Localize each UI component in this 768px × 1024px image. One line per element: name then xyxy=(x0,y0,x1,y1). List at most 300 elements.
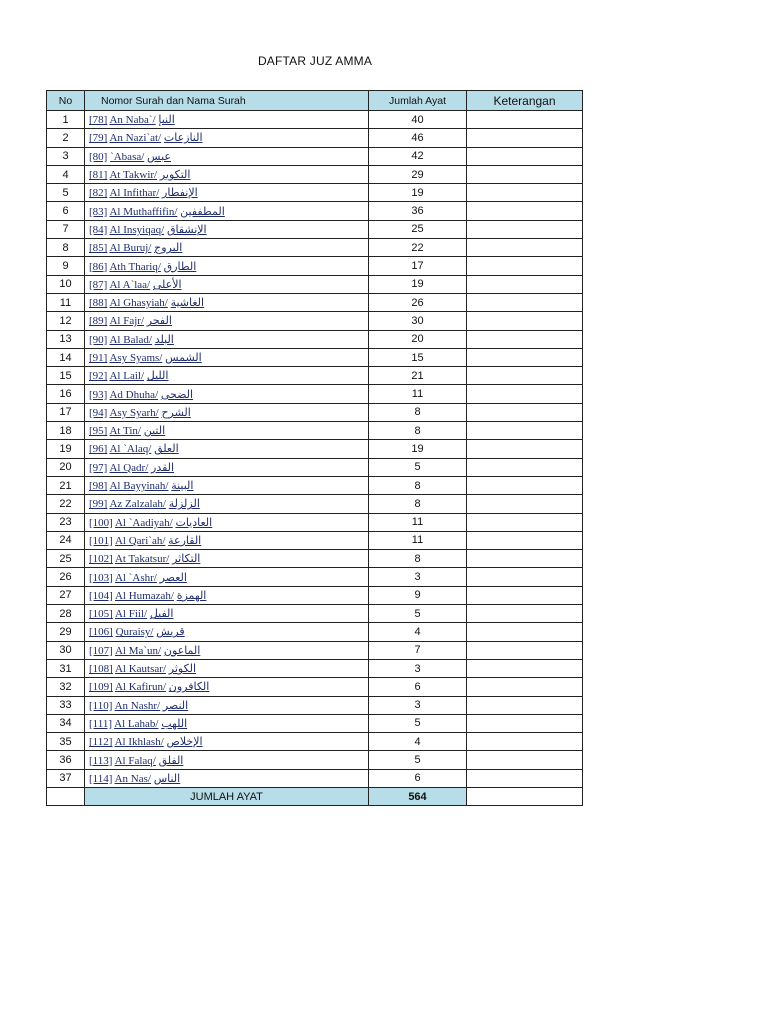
row-number: 6 xyxy=(47,202,85,220)
surah-cell[interactable] xyxy=(85,714,369,732)
ayat-count: 11 xyxy=(369,513,467,531)
table-row xyxy=(47,422,583,440)
table-row xyxy=(47,312,583,330)
surah-latin-name: Asy Syams/ xyxy=(109,352,163,364)
surah-cell[interactable] xyxy=(85,367,369,385)
surah-number: [104] xyxy=(89,589,113,602)
table-row xyxy=(47,184,583,202)
surah-latin-name: Al Bayyinah/ xyxy=(109,480,169,493)
surah-number: [81] xyxy=(89,169,108,182)
keterangan-cell xyxy=(467,714,583,732)
surah-arabic-name: الشمس xyxy=(165,351,202,364)
surah-latin-name: Al Qadr/ xyxy=(109,461,149,474)
table-row xyxy=(47,403,583,421)
surah-number: [87] xyxy=(89,278,108,291)
table-row xyxy=(47,111,583,129)
surah-cell[interactable] xyxy=(85,605,369,623)
row-number: 25 xyxy=(47,550,85,568)
surah-number: [113] xyxy=(89,754,113,767)
row-number: 24 xyxy=(47,531,85,549)
surah-arabic-name: القارعة xyxy=(168,533,202,547)
keterangan-cell xyxy=(467,385,583,403)
table-row xyxy=(47,348,583,366)
ayat-count: 19 xyxy=(369,184,467,202)
row-number: 36 xyxy=(47,751,85,769)
ayat-count: 6 xyxy=(369,678,467,696)
table-row xyxy=(47,165,583,183)
ayat-count: 21 xyxy=(369,367,467,385)
surah-arabic-name: النصر xyxy=(162,698,189,712)
ayat-count: 3 xyxy=(369,659,467,677)
table-row xyxy=(47,220,583,238)
row-number: 23 xyxy=(47,513,85,531)
surah-arabic-name: قريش xyxy=(156,625,185,639)
keterangan-cell xyxy=(467,605,583,623)
surah-cell[interactable] xyxy=(85,751,369,769)
row-number: 10 xyxy=(47,275,85,293)
ayat-count: 5 xyxy=(369,714,467,732)
surah-arabic-name: الكافرون xyxy=(168,680,210,694)
row-number: 32 xyxy=(47,678,85,696)
surah-cell[interactable] xyxy=(85,586,369,604)
keterangan-cell xyxy=(467,568,583,586)
ayat-count: 9 xyxy=(369,586,467,604)
column-header-no: No xyxy=(47,91,85,111)
surah-arabic-name: الفجر xyxy=(146,314,172,328)
row-number: 20 xyxy=(47,458,85,476)
table-header-row xyxy=(47,91,583,111)
row-number: 4 xyxy=(47,165,85,183)
surah-cell[interactable] xyxy=(85,422,369,440)
ayat-count: 17 xyxy=(369,257,467,275)
table-row xyxy=(47,239,583,257)
keterangan-cell xyxy=(467,769,583,787)
ayat-count: 19 xyxy=(369,440,467,458)
row-number: 30 xyxy=(47,641,85,659)
surah-cell[interactable] xyxy=(85,293,369,311)
surah-number: [106] xyxy=(89,626,113,639)
surah-number: [91] xyxy=(89,352,108,364)
surah-cell[interactable] xyxy=(85,385,369,403)
row-number: 26 xyxy=(47,568,85,586)
row-number: 29 xyxy=(47,623,85,641)
table-row xyxy=(47,129,583,147)
surah-latin-name: Al Muthaffifin/ xyxy=(109,205,178,218)
surah-number: [110] xyxy=(89,699,113,712)
ayat-count: 3 xyxy=(369,568,467,586)
surah-number: [83] xyxy=(89,205,108,218)
row-number: 28 xyxy=(47,605,85,623)
table-row xyxy=(47,751,583,769)
surah-arabic-name: الكوثر xyxy=(168,662,197,676)
table-row xyxy=(47,769,583,787)
ayat-count: 40 xyxy=(369,111,467,129)
table-row xyxy=(47,458,583,476)
keterangan-cell xyxy=(467,202,583,220)
surah-arabic-name: الإنفطار xyxy=(162,186,198,200)
surah-cell[interactable] xyxy=(85,165,369,183)
ayat-count: 30 xyxy=(369,312,467,330)
surah-latin-name: Az Zalzalah/ xyxy=(109,498,166,511)
surah-arabic-name: النازعات xyxy=(163,131,203,145)
surah-latin-name: Al `Alaq/ xyxy=(109,443,152,456)
keterangan-cell xyxy=(467,220,583,238)
row-number: 21 xyxy=(47,476,85,494)
row-number: 3 xyxy=(47,147,85,165)
ayat-count: 29 xyxy=(369,165,467,183)
surah-number: [96] xyxy=(89,443,108,456)
keterangan-cell xyxy=(467,348,583,366)
surah-cell[interactable] xyxy=(85,733,369,751)
surah-number: [78] xyxy=(89,114,108,127)
row-number: 5 xyxy=(47,184,85,202)
table-row xyxy=(47,550,583,568)
keterangan-cell xyxy=(467,367,583,385)
column-header-surah: Nomor Surah dan Nama Surah xyxy=(85,91,369,111)
table-row xyxy=(47,476,583,494)
keterangan-cell xyxy=(467,257,583,275)
surah-latin-name: An Nazi`at/ xyxy=(109,132,162,145)
ayat-count: 8 xyxy=(369,476,467,494)
surah-cell[interactable] xyxy=(85,659,369,677)
surah-cell[interactable] xyxy=(85,111,369,129)
surah-latin-name: Al Humazah/ xyxy=(114,589,174,602)
ayat-count: 19 xyxy=(369,275,467,293)
surah-number: [85] xyxy=(89,242,108,255)
surah-latin-name: Al Fajr/ xyxy=(109,315,145,328)
surah-number: [107] xyxy=(89,644,113,657)
ayat-count: 7 xyxy=(369,641,467,659)
ayat-count: 8 xyxy=(369,550,467,568)
surah-cell[interactable] xyxy=(85,641,369,659)
row-number: 37 xyxy=(47,769,85,787)
row-number: 16 xyxy=(47,385,85,403)
table-row xyxy=(47,623,583,641)
surah-latin-name: An Naba`/ xyxy=(109,114,156,127)
keterangan-cell xyxy=(467,239,583,257)
keterangan-cell xyxy=(467,696,583,714)
table-row xyxy=(47,659,583,677)
total-row xyxy=(47,787,583,805)
surah-number: [92] xyxy=(89,370,108,383)
ayat-count: 5 xyxy=(369,605,467,623)
ayat-count: 20 xyxy=(369,330,467,348)
keterangan-cell xyxy=(467,513,583,531)
keterangan-cell xyxy=(467,403,583,421)
surah-number: [111] xyxy=(89,717,113,730)
surah-number: [112] xyxy=(89,736,113,749)
row-number: 17 xyxy=(47,403,85,421)
table-body xyxy=(47,111,583,788)
ayat-count: 5 xyxy=(369,751,467,769)
table-row xyxy=(47,531,583,549)
surah-latin-name: Ad Dhuha/ xyxy=(109,388,159,401)
surah-cell[interactable] xyxy=(85,184,369,202)
keterangan-cell xyxy=(467,458,583,476)
row-number: 22 xyxy=(47,495,85,513)
surah-cell[interactable] xyxy=(85,220,369,238)
ayat-count: 8 xyxy=(369,495,467,513)
surah-number: [105] xyxy=(89,608,113,621)
surah-arabic-name: الناس xyxy=(153,771,181,785)
surah-arabic-name: الفيل xyxy=(149,607,174,621)
surah-number: [94] xyxy=(89,406,108,419)
column-header-ayat: Jumlah Ayat xyxy=(369,91,467,111)
surah-latin-name: At Takwir/ xyxy=(109,169,158,182)
ayat-count: 3 xyxy=(369,696,467,714)
surah-latin-name: An Nashr/ xyxy=(114,699,161,712)
surah-cell[interactable] xyxy=(85,348,369,366)
surah-latin-name: Al Insyiqaq/ xyxy=(109,223,165,236)
table-row xyxy=(47,568,583,586)
table-row xyxy=(47,714,583,732)
row-number: 33 xyxy=(47,696,85,714)
surah-latin-name: Al Balad/ xyxy=(109,333,152,346)
surah-cell[interactable] xyxy=(85,257,369,275)
ayat-count: 42 xyxy=(369,147,467,165)
keterangan-cell xyxy=(467,312,583,330)
surah-cell[interactable] xyxy=(85,513,369,531)
ayat-count: 36 xyxy=(369,202,467,220)
table-row xyxy=(47,641,583,659)
surah-arabic-name: الشرح xyxy=(161,405,191,419)
surah-number: [109] xyxy=(89,681,113,694)
keterangan-cell xyxy=(467,476,583,494)
surah-cell[interactable] xyxy=(85,550,369,568)
surah-latin-name: Al Lahab/ xyxy=(114,717,159,730)
surah-number: [86] xyxy=(89,260,108,273)
surah-latin-name: Al Lail/ xyxy=(109,370,145,383)
surah-number: [98] xyxy=(89,480,108,493)
surah-arabic-name: التين xyxy=(143,424,166,438)
row-number: 7 xyxy=(47,220,85,238)
keterangan-cell xyxy=(467,275,583,293)
surah-number: [97] xyxy=(89,461,108,474)
surah-cell[interactable] xyxy=(85,312,369,330)
surah-latin-name: Al Qari`ah/ xyxy=(114,534,166,547)
table-row xyxy=(47,275,583,293)
surah-cell[interactable] xyxy=(85,476,369,494)
surah-latin-name: Al Infithar/ xyxy=(109,187,160,200)
surah-arabic-name: المطففين xyxy=(180,204,225,218)
surah-latin-name: Quraisy/ xyxy=(115,626,154,639)
keterangan-cell xyxy=(467,641,583,659)
surah-cell[interactable] xyxy=(85,696,369,714)
surah-cell[interactable] xyxy=(85,440,369,458)
ayat-count: 15 xyxy=(369,348,467,366)
surah-latin-name: Al A`laa/ xyxy=(109,278,151,291)
ayat-count: 8 xyxy=(369,403,467,421)
surah-arabic-name: النبإ xyxy=(158,113,175,127)
table-row xyxy=(47,440,583,458)
table-row xyxy=(47,367,583,385)
surah-number: [84] xyxy=(89,223,108,236)
surah-arabic-name: التكوير xyxy=(159,168,191,182)
surah-latin-name: Al Fiil/ xyxy=(114,608,148,621)
surah-number: [102] xyxy=(89,553,113,566)
keterangan-cell xyxy=(467,440,583,458)
surah-arabic-name: الزلزلة xyxy=(168,497,200,511)
row-number: 11 xyxy=(47,293,85,311)
keterangan-cell xyxy=(467,751,583,769)
surah-arabic-name: العلق xyxy=(154,442,179,456)
ayat-count: 26 xyxy=(369,293,467,311)
ayat-count: 11 xyxy=(369,531,467,549)
keterangan-cell xyxy=(467,586,583,604)
keterangan-cell xyxy=(467,165,583,183)
ayat-count: 4 xyxy=(369,623,467,641)
row-number: 13 xyxy=(47,330,85,348)
table-row xyxy=(47,696,583,714)
surah-number: [100] xyxy=(89,516,113,529)
surah-latin-name: Al Ma`un/ xyxy=(114,644,162,657)
surah-arabic-name: الطارق xyxy=(163,259,197,273)
surah-arabic-name: الغاشية xyxy=(170,296,205,310)
column-header-keterangan: Keterangan xyxy=(467,91,583,111)
ayat-count: 8 xyxy=(369,422,467,440)
surah-cell[interactable] xyxy=(85,568,369,586)
surah-arabic-name: اللهب xyxy=(161,716,188,730)
row-number: 15 xyxy=(47,367,85,385)
surah-arabic-name: البروج xyxy=(154,241,183,255)
surah-cell[interactable] xyxy=(85,531,369,549)
row-number: 2 xyxy=(47,129,85,147)
surah-cell[interactable] xyxy=(85,678,369,696)
keterangan-cell xyxy=(467,531,583,549)
keterangan-cell xyxy=(467,678,583,696)
surah-latin-name: Al `Ashr/ xyxy=(114,571,157,584)
total-label: JUMLAH AYAT xyxy=(85,787,369,805)
surah-cell[interactable] xyxy=(85,330,369,348)
surah-arabic-name: الماعون xyxy=(163,643,201,657)
keterangan-cell xyxy=(467,111,583,129)
table-row xyxy=(47,586,583,604)
table-row xyxy=(47,147,583,165)
ayat-count: 11 xyxy=(369,385,467,403)
surah-latin-name: Al Buruj/ xyxy=(109,242,152,255)
row-number: 14 xyxy=(47,348,85,366)
keterangan-cell xyxy=(467,129,583,147)
surah-number: [93] xyxy=(89,388,108,401)
surah-number: [108] xyxy=(89,663,113,676)
table-row xyxy=(47,330,583,348)
surah-arabic-name: الفلق xyxy=(158,753,184,767)
surah-cell[interactable] xyxy=(85,202,369,220)
row-number: 9 xyxy=(47,257,85,275)
row-number: 27 xyxy=(47,586,85,604)
row-number: 34 xyxy=(47,714,85,732)
page-title: DAFTAR JUZ AMMA xyxy=(257,54,373,68)
surah-latin-name: Ath Thariq/ xyxy=(109,260,161,273)
keterangan-cell xyxy=(467,495,583,513)
ayat-count: 25 xyxy=(369,220,467,238)
surah-latin-name: At Tin/ xyxy=(109,425,141,438)
surah-arabic-name: البلد xyxy=(154,332,174,346)
row-number: 35 xyxy=(47,733,85,751)
keterangan-cell xyxy=(467,422,583,440)
surah-number: [114] xyxy=(89,772,113,785)
surah-cell[interactable] xyxy=(85,239,369,257)
surah-number: [90] xyxy=(89,333,108,346)
surah-number: [101] xyxy=(89,534,113,547)
surah-latin-name: Asy Syarh/ xyxy=(109,406,159,419)
surah-latin-name: Al `Aadiyah/ xyxy=(114,516,173,529)
keterangan-cell xyxy=(467,147,583,165)
total-keterangan-cell xyxy=(467,787,583,805)
row-number: 1 xyxy=(47,111,85,129)
table-row xyxy=(47,678,583,696)
surah-latin-name: Al Kafirun/ xyxy=(114,681,166,694)
ayat-count: 22 xyxy=(369,239,467,257)
row-number: 12 xyxy=(47,312,85,330)
surah-number: [103] xyxy=(89,571,113,584)
keterangan-cell xyxy=(467,293,583,311)
row-number: 31 xyxy=(47,659,85,677)
surah-arabic-name: الإخلاص xyxy=(166,735,203,749)
surah-arabic-name: الضحى xyxy=(160,387,194,401)
keterangan-cell xyxy=(467,550,583,568)
surah-cell[interactable] xyxy=(85,403,369,421)
table-row xyxy=(47,605,583,623)
ayat-count: 46 xyxy=(369,129,467,147)
keterangan-cell xyxy=(467,659,583,677)
row-number: 18 xyxy=(47,422,85,440)
surah-cell[interactable] xyxy=(85,769,369,787)
surah-cell[interactable] xyxy=(85,147,369,165)
surah-latin-name: Al Ikhlash/ xyxy=(114,736,164,749)
surah-latin-name: An Nas/ xyxy=(114,772,151,785)
ayat-count: 4 xyxy=(369,733,467,751)
surah-number: [99] xyxy=(89,498,108,511)
row-number: 19 xyxy=(47,440,85,458)
surah-arabic-name: الهمزة xyxy=(176,588,207,602)
table-row xyxy=(47,495,583,513)
surah-arabic-name: الليل xyxy=(146,369,169,383)
surah-number: [79] xyxy=(89,132,108,145)
table-row xyxy=(47,513,583,531)
surah-arabic-name: البينة xyxy=(171,479,194,493)
surah-arabic-name: عبس xyxy=(147,149,171,163)
surah-latin-name: At Takatsur/ xyxy=(114,553,170,566)
keterangan-cell xyxy=(467,184,583,202)
keterangan-cell xyxy=(467,330,583,348)
surah-cell[interactable] xyxy=(85,275,369,293)
surah-arabic-name: العاديات xyxy=(175,515,213,529)
row-number: 8 xyxy=(47,239,85,257)
ayat-count: 5 xyxy=(369,458,467,476)
surah-arabic-name: الأعلى xyxy=(152,277,182,291)
juz-amma-table xyxy=(46,90,583,806)
keterangan-cell xyxy=(467,623,583,641)
surah-arabic-name: العصر xyxy=(159,570,187,584)
surah-latin-name: Al Ghasyiah/ xyxy=(109,297,168,310)
surah-cell[interactable] xyxy=(85,623,369,641)
total-empty-cell xyxy=(47,787,85,805)
surah-cell[interactable] xyxy=(85,458,369,476)
table-row xyxy=(47,385,583,403)
ayat-count: 6 xyxy=(369,769,467,787)
surah-number: [95] xyxy=(89,425,108,438)
surah-arabic-name: التكاثر xyxy=(172,552,201,566)
surah-latin-name: `Abasa/ xyxy=(110,150,145,163)
keterangan-cell xyxy=(467,733,583,751)
surah-cell[interactable] xyxy=(85,495,369,513)
surah-number: [80] xyxy=(89,150,108,163)
total-value: 564 xyxy=(369,787,467,805)
surah-cell[interactable] xyxy=(85,129,369,147)
surah-arabic-name: القدر xyxy=(151,460,175,474)
surah-number: [82] xyxy=(89,187,108,200)
